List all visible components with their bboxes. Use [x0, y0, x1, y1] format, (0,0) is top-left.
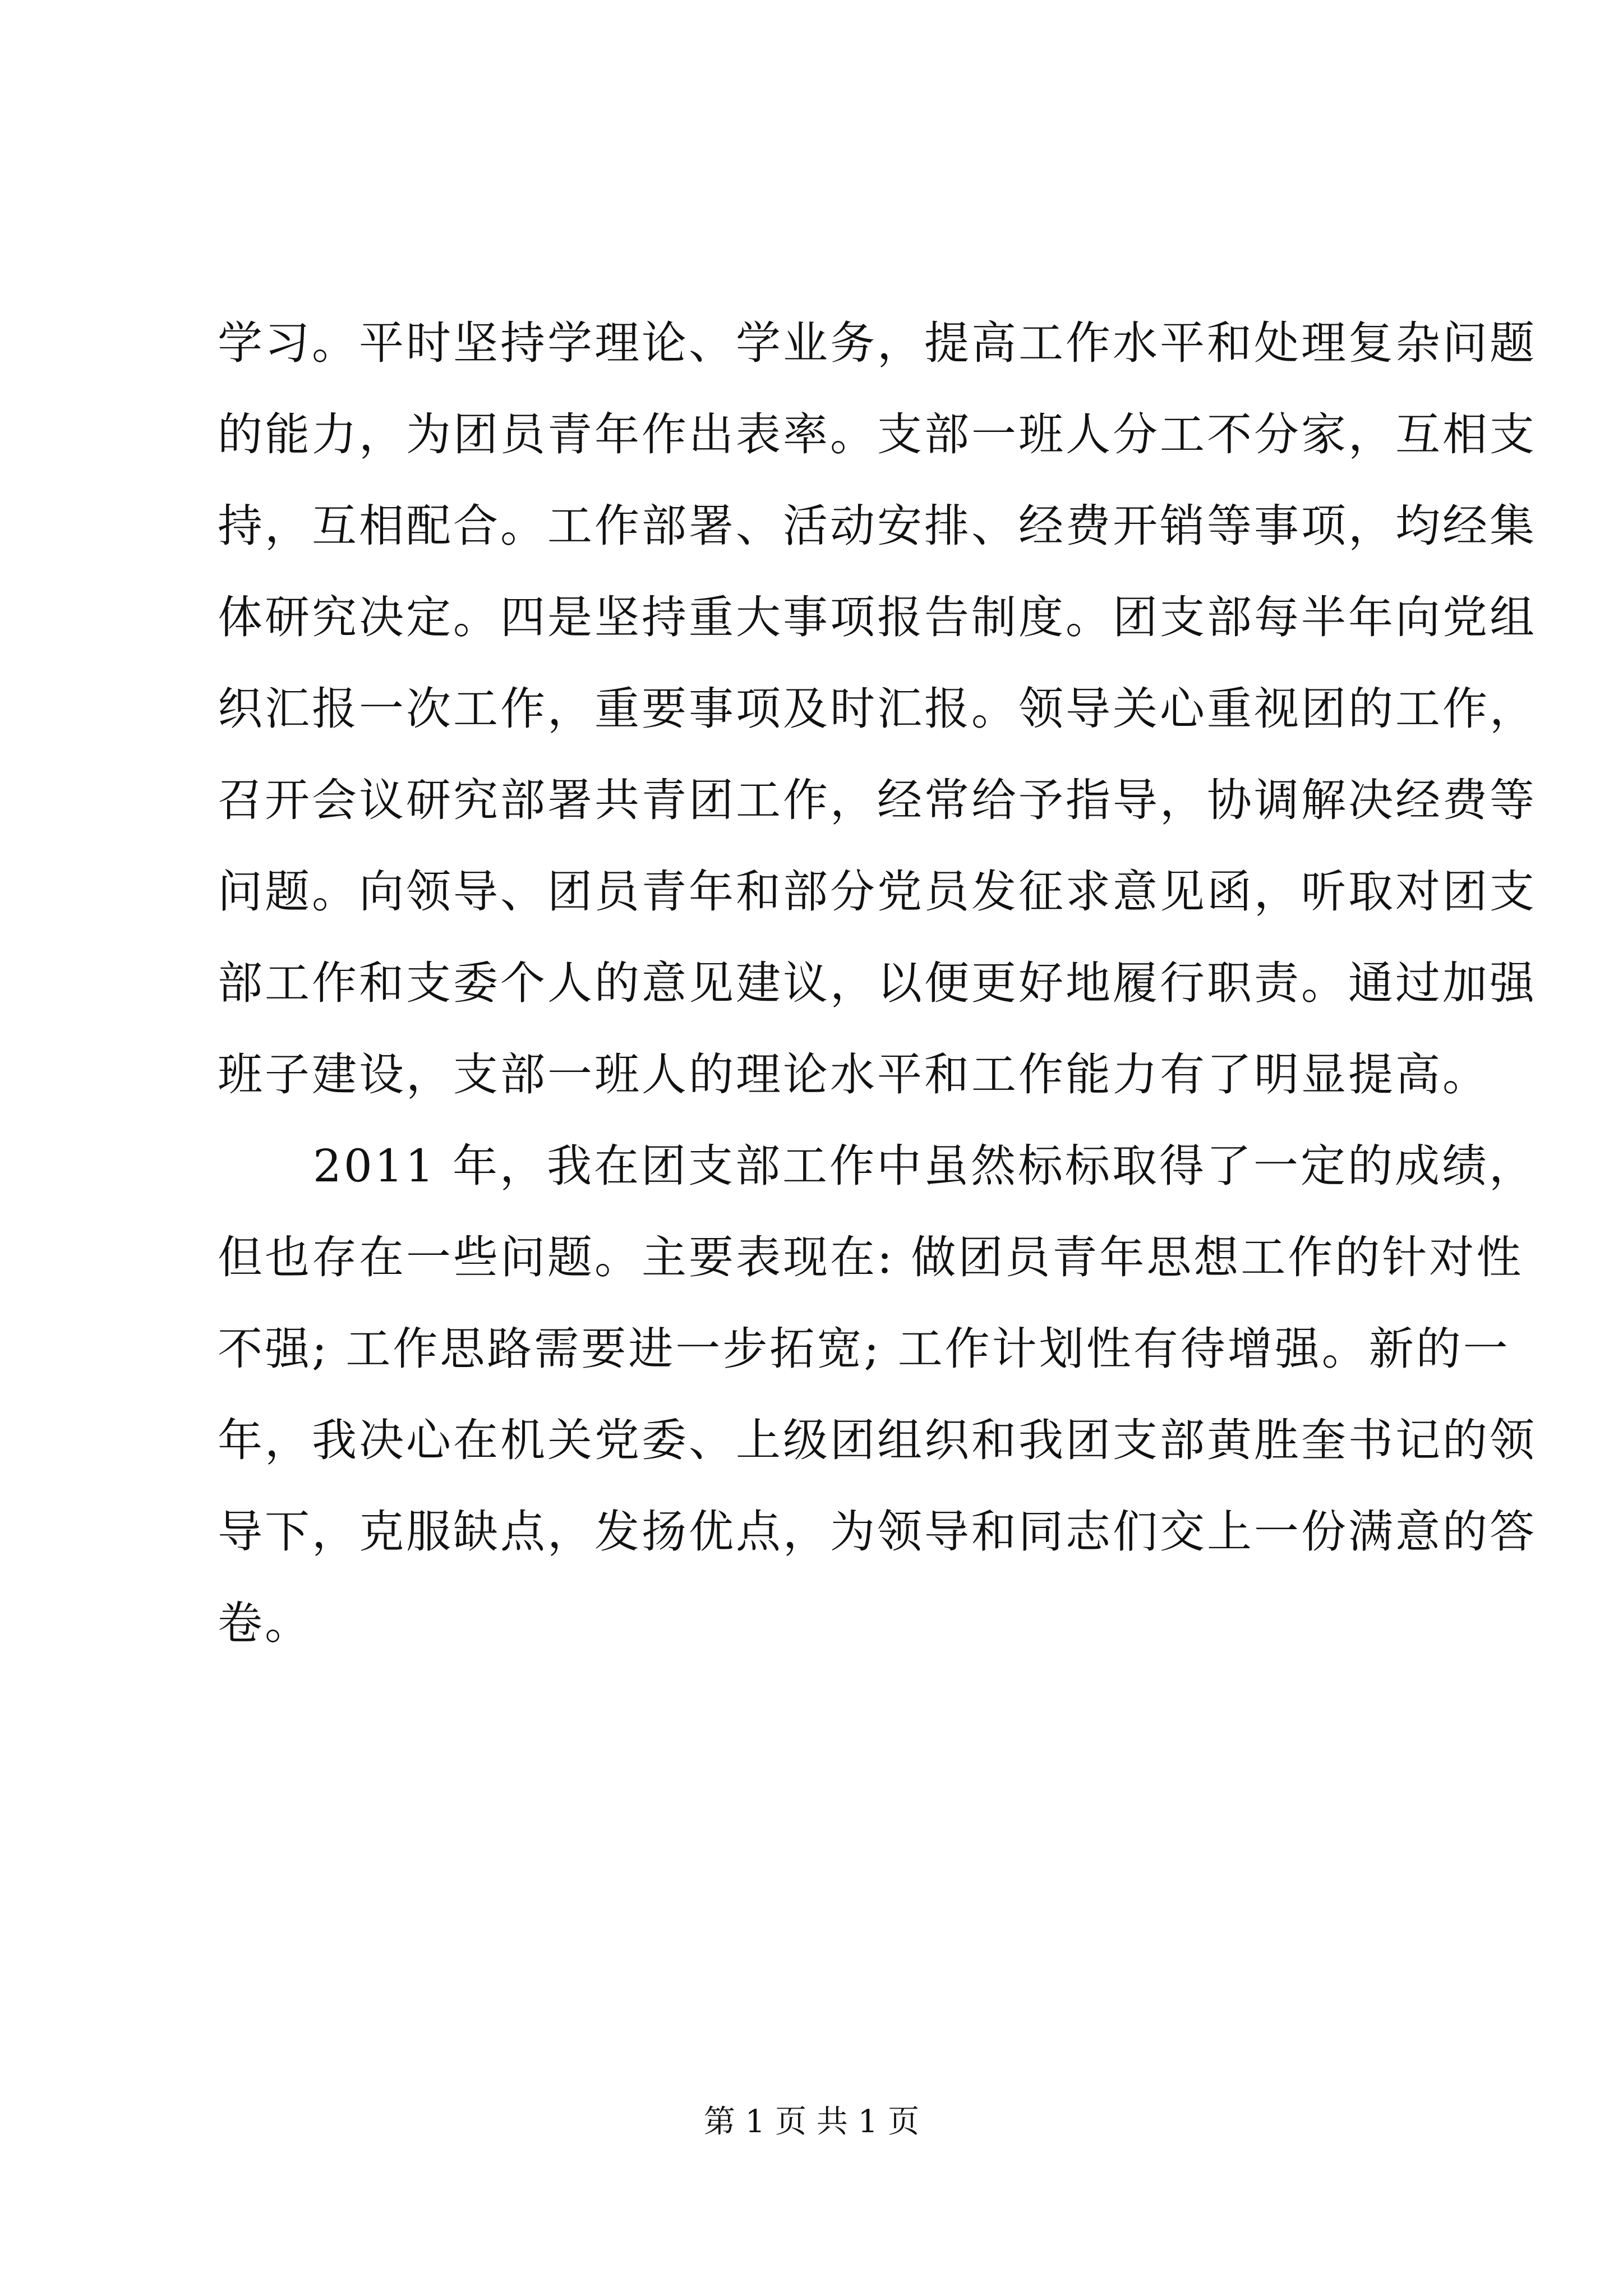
document-body — [218, 297, 1537, 1669]
text-line: 班子建设，支部一班人的理论水平和工作能力有了明显提高。 — [218, 1048, 1490, 1101]
text-line: 卷。 — [218, 1597, 312, 1649]
text-line: 问题。向领导、团员青年和部分党员发征求意见函，听取对团支 — [218, 866, 1537, 918]
paragraph-first-line: 2011 年，我在团支部工作中虽然标标取得了一定的成绩， — [313, 1140, 1537, 1192]
text-line: 学习。平时坚持学理论、学业务，提高工作水平和处理复杂问题 — [218, 317, 1537, 369]
text-line: 不强; 工作思路需要进一步拓宽; 工作计划性有待增强。新的一 — [218, 1323, 1510, 1375]
text-line: 但也存在一些问题。主要表现在: 做团员青年思想工作的针对性 — [218, 1231, 1524, 1283]
text-line: 体研究决定。四是坚持重大事项报告制度。团支部每半年向党组 — [218, 591, 1537, 643]
text-line: 年，我决心在机关党委、上级团组织和我团支部黄胜奎书记的领 — [218, 1414, 1537, 1466]
text-line: 的能力，为团员青年作出表率。支部一班人分工不分家，互相支 — [218, 408, 1537, 461]
text-line: 导下，克服缺点，发扬优点，为领导和同志们交上一份满意的答 — [218, 1506, 1537, 1558]
text-line: 召开会议研究部署共青团工作，经常给予指导，协调解决经费等 — [218, 774, 1537, 826]
text-line: 织汇报一次工作，重要事项及时汇报。领导关心重视团的工作， — [218, 683, 1537, 735]
page-number-footer: 第 1 页 共 1 页 — [703, 2104, 920, 2140]
text-line: 持，互相配合。工作部署、活动安排、经费开销等事项，均经集 — [218, 500, 1537, 552]
text-line: 部工作和支委个人的意见建议，以便更好地履行职责。通过加强 — [218, 957, 1537, 1009]
